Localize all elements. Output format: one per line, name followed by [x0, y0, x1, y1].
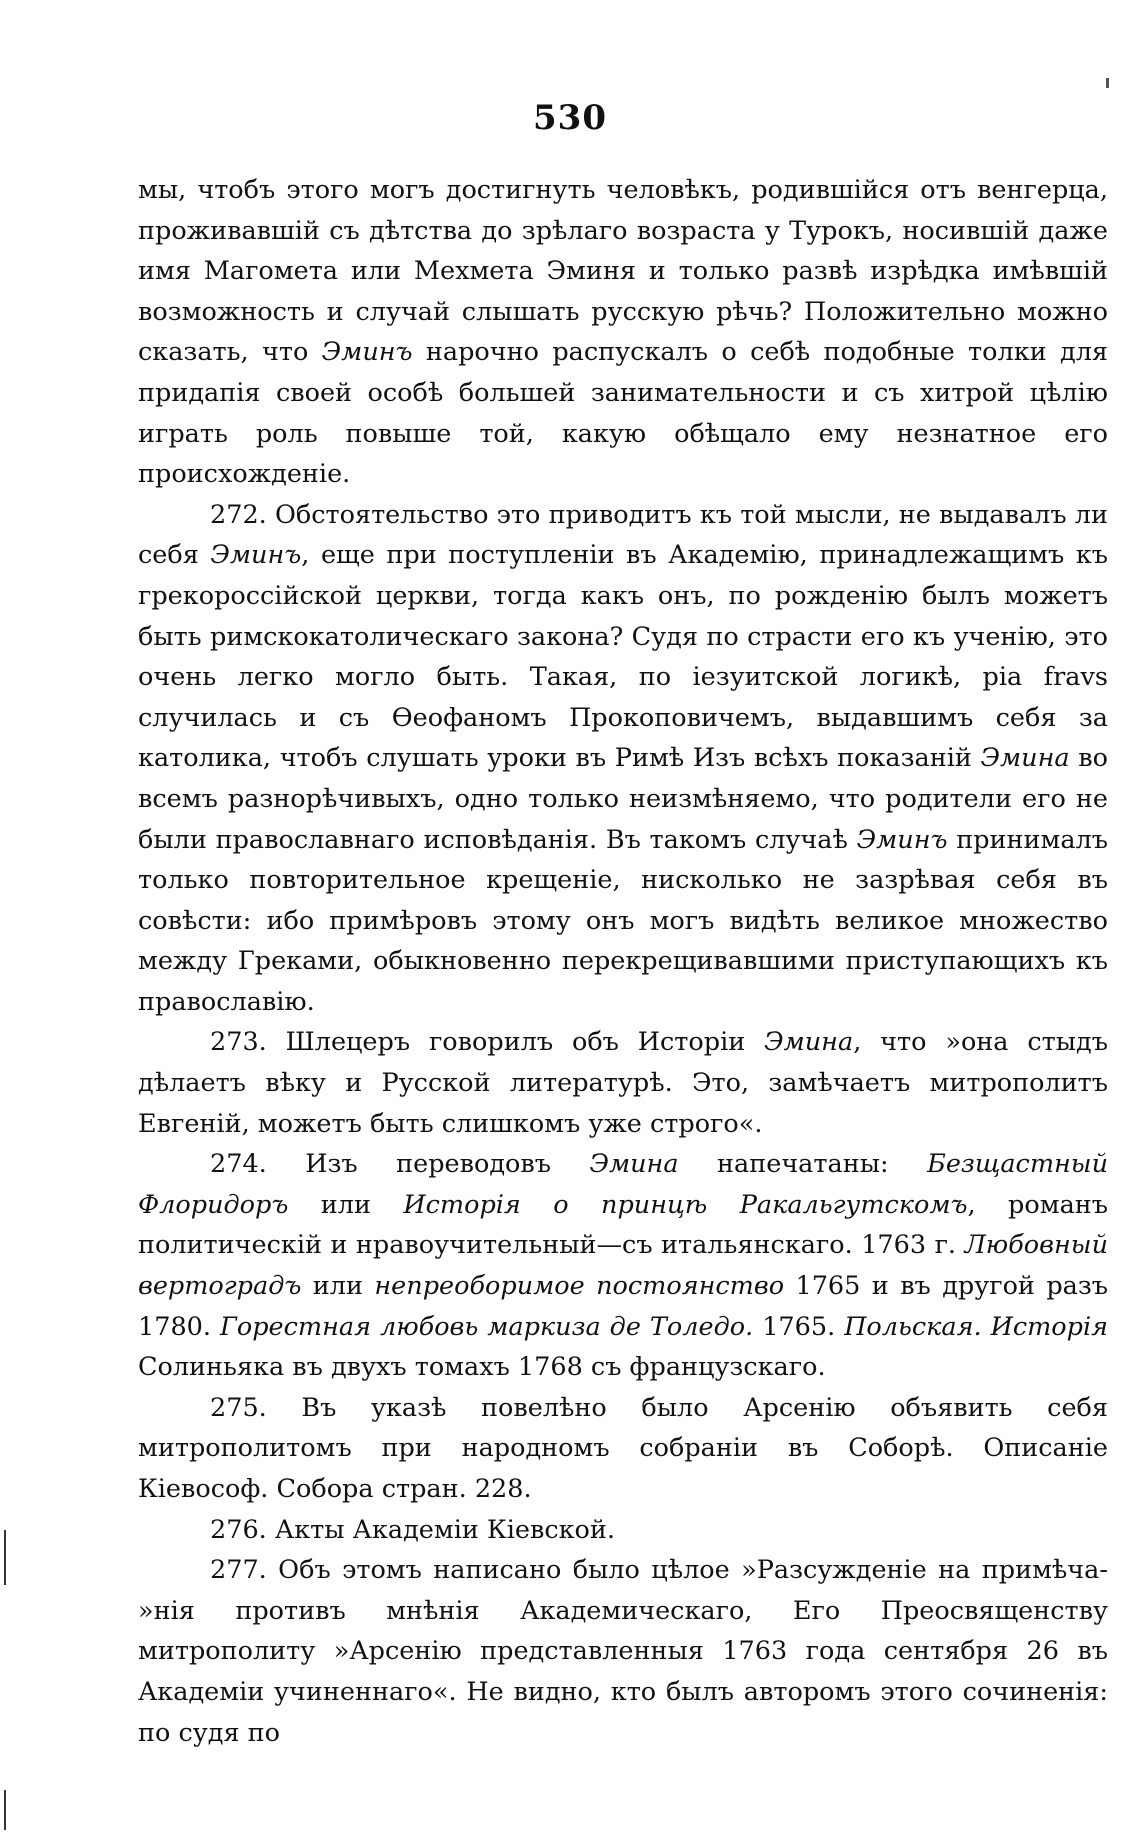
italic-segment: Эмина	[764, 1027, 854, 1058]
paragraph-p275	[138, 1388, 1108, 1510]
text-segment: 1765 и въ другой разъ 1780.	[138, 1271, 1108, 1342]
page-body	[138, 170, 1108, 1753]
italic-segment: непреоборимое постоянство	[374, 1271, 785, 1302]
text-segment: нарочно распускалъ о себѣ подобные толки для придапія своей особѣ большей занимательности и съ хитрой цѣлію играть роль повыше той, какую обѣщало ему незнатное его происхожденіе.	[138, 337, 1108, 490]
text-segment: Солиньяка въ двухъ томахъ 1768 съ французскаго.	[138, 1352, 826, 1383]
left-margin-mark	[4, 1790, 6, 1830]
text-segment: 272. Обстоятельство это приводитъ къ той мысли, не выдавалъ ли себя	[138, 499, 1108, 571]
edge-tick	[1106, 78, 1109, 88]
italic-segment: Горестная любовь маркиза де Толедо.	[219, 1311, 754, 1342]
italic-segment: Безщастный Флоридоръ	[138, 1149, 1108, 1220]
paragraph-p277	[138, 1550, 1108, 1753]
text-segment: во всемъ разнорѣчивыхъ, одно только неизмѣняемо, что родители его не были православнаго исповѣданія. Въ такомъ случаѣ	[138, 743, 1108, 855]
paragraph-p272	[138, 495, 1108, 1023]
italic-segment: Польская. Исторія	[844, 1311, 1108, 1342]
text-segment: 274. Изъ переводовъ	[210, 1149, 590, 1180]
text-segment: 277. Объ этомъ написано было цѣлое »Разсужденіе на примѣча- »нія противъ мнѣнія Академическаго, Его Преосвященству митрополиту »Арсенію представленныя 1763 года сентября 26 въ Академіи учиненнаго«. Не видно, кто былъ авторомъ этого сочиненія: по судя по	[138, 1555, 1108, 1748]
italic-segment: Эминъ	[210, 540, 302, 571]
paragraph-p0	[138, 170, 1108, 495]
italic-segment: Исторія о принцѣ Ракальгутскомъ	[403, 1189, 968, 1220]
italic-segment: Эмина	[980, 743, 1070, 774]
text-segment: или	[301, 1271, 375, 1302]
paragraph-p273	[138, 1022, 1108, 1144]
text-segment: или	[288, 1189, 404, 1220]
italic-segment: Эминъ	[321, 337, 413, 368]
text-segment: принималъ только повторительное крещеніе, нисколько не зазрѣвая себя въ совѣсти: ибо примѣровъ этому онъ могъ видѣть великое множество между Греками, обыкновенно перекрещивавшими приступающихъ къ православію.	[138, 824, 1109, 1017]
italic-segment: Эминъ	[856, 824, 948, 855]
text-segment: 1765.	[753, 1311, 845, 1342]
italic-segment: Эмина	[589, 1149, 679, 1180]
text-segment: напечатаны:	[678, 1149, 928, 1180]
page-number: 530	[533, 98, 607, 138]
text-segment: , что »она стыдъ дѣлаетъ вѣку и Русской литературѣ. Это, замѣчаетъ митрополитъ Евгеній, можетъ быть слишкомъ уже строго«.	[138, 1027, 1108, 1139]
text-segment: 275. Въ указѣ повелѣно было Арсенію объявить себя митрополитомъ при народномъ собраніи въ Соборѣ. Описаніе Кіевософ. Собора стран. 228.	[138, 1392, 1108, 1504]
text-segment: , еще при поступленіи въ Академію, принадлежащимъ къ грекороссійской церкви, тогда какъ онъ, по рожденію былъ можетъ быть римскокатолическаго закона? Судя по страсти его къ ученію, это очень легко могло быть. Такая, по іезуитской логикѣ, pia fravs случилась и съ Ѳеофаномъ Прокоповичемъ, выдавшимъ себя за католика, чтобъ слушать уроки въ Римѣ Изъ всѣхъ показаній	[138, 540, 1108, 774]
text-segment: мы, чтобъ этого могъ достигнуть человѣкъ, родившійся отъ венгерца, проживавшій съ дѣтства до зрѣлаго возраста у Турокъ, носившій даже имя Магомета или Мехмета Эминя и только развѣ изрѣдка имѣвшій возможность и случай слышать русскую рѣчь? Положительно можно сказать, что	[138, 175, 1108, 368]
text-segment: 276. Акты Академіи Кіевской.	[210, 1514, 615, 1545]
text-segment: 273. Шлецеръ говорилъ объ Исторіи	[210, 1027, 765, 1058]
left-margin-mark	[4, 1530, 6, 1585]
paragraph-p276	[138, 1510, 1108, 1551]
paragraph-p274	[138, 1144, 1108, 1388]
text-segment: , романъ политическій и нравоучительный—съ итальянскаго. 1763 г.	[138, 1189, 1108, 1261]
italic-segment: Любовный вертоградъ	[138, 1230, 1108, 1302]
